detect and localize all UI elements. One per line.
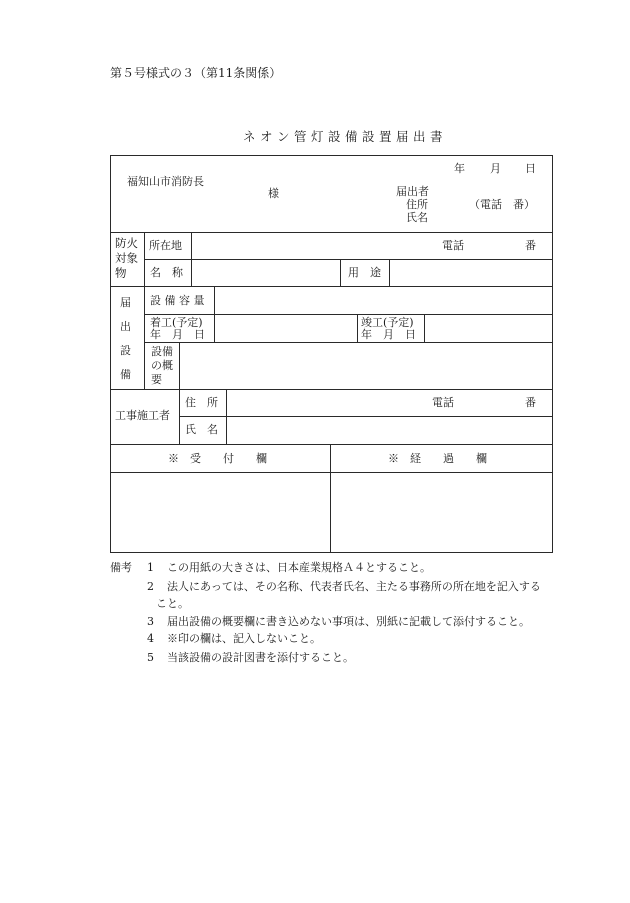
contractor-name-label: 氏 名 (185, 423, 218, 436)
reception-column-label: ※ 受 付 欄 (168, 452, 267, 465)
addressee: 福知山市消防長 (127, 175, 204, 188)
col-divider (179, 389, 180, 444)
target-use-label: 用 途 (348, 266, 381, 279)
note-item: 5 当該設備の設計図書を添付すること。 (147, 651, 354, 664)
row-divider (144, 314, 553, 315)
fire-target-label: 対象 (115, 251, 138, 265)
honorific: 様 (268, 187, 279, 200)
note-item-continuation: こと。 (156, 597, 189, 610)
capacity-label: 設 備 容 量 (150, 294, 205, 307)
overview-label: の概 (151, 359, 173, 372)
location-phone-label: 電話 (442, 239, 464, 252)
fire-target-label: 物 (115, 266, 127, 280)
note-item: 3 届出設備の概要欄に書き込めない事項は、別紙に記載して添付すること。 (147, 615, 530, 628)
col-divider (191, 232, 192, 286)
date-year-label: 年 (454, 162, 465, 175)
row-divider (144, 342, 553, 343)
date-day-label: 日 (525, 162, 536, 175)
form-number: 第５号様式の３（第11条関係） (110, 66, 282, 80)
contractor-address-label: 住 所 (185, 396, 218, 409)
applicant-name-label: 氏名 (406, 211, 428, 224)
col-divider (424, 314, 425, 342)
location-phone-suffix: 番 (525, 239, 536, 252)
start-date-label: 着工(予定) (150, 316, 203, 329)
row-divider (144, 259, 553, 260)
col-divider (340, 259, 341, 286)
overview-label: 要 (151, 373, 162, 386)
applicant-phone-label: （電話 番） (469, 198, 535, 211)
equipment-label: 備 (120, 368, 131, 381)
row-divider (110, 472, 553, 473)
col-divider (357, 314, 358, 342)
col-divider (214, 286, 215, 342)
applicant-label: 届出者 (396, 185, 429, 198)
start-date-label: 年 月 日 (150, 328, 205, 341)
finish-date-label: 竣工(予定) (361, 316, 414, 329)
equipment-label: 出 (120, 320, 131, 333)
finish-date-label: 年 月 日 (361, 328, 416, 341)
note-item: 2 法人にあっては、その名称、代表者氏名、主たる事務所の所在地を記入する (147, 580, 541, 593)
overview-label: 設備 (151, 345, 173, 358)
note-item: 備考 1 この用紙の大きさは、日本産業規格Ａ４とすること。 (110, 561, 431, 574)
target-name-label: 名 称 (150, 266, 183, 279)
form-table (110, 155, 553, 553)
fire-target-label: 防火 (115, 236, 138, 250)
row-divider (179, 416, 553, 417)
progress-column-label: ※ 経 過 欄 (388, 452, 487, 465)
col-divider (179, 342, 180, 389)
contractor-phone-suffix: 番 (525, 396, 536, 409)
date-month-label: 月 (490, 162, 501, 175)
equipment-label: 設 (120, 344, 131, 357)
note-item: 4 ※印の欄は、記入しないこと。 (147, 632, 321, 645)
col-divider (144, 232, 145, 389)
notes-heading: 備考 (110, 561, 132, 574)
col-divider (226, 389, 227, 444)
row-divider (110, 286, 553, 287)
row-divider (110, 444, 553, 445)
location-label: 所在地 (149, 239, 182, 252)
applicant-address-label: 住所 (406, 198, 428, 211)
row-divider (110, 389, 553, 390)
col-divider (330, 444, 331, 553)
contractor-label: 工事施工者 (115, 409, 170, 422)
row-divider (110, 232, 553, 233)
equipment-label: 届 (120, 296, 131, 309)
contractor-phone-label: 電話 (432, 396, 454, 409)
col-divider (389, 259, 390, 286)
document-title: ネオン管灯設備設置届出書 (243, 129, 448, 144)
